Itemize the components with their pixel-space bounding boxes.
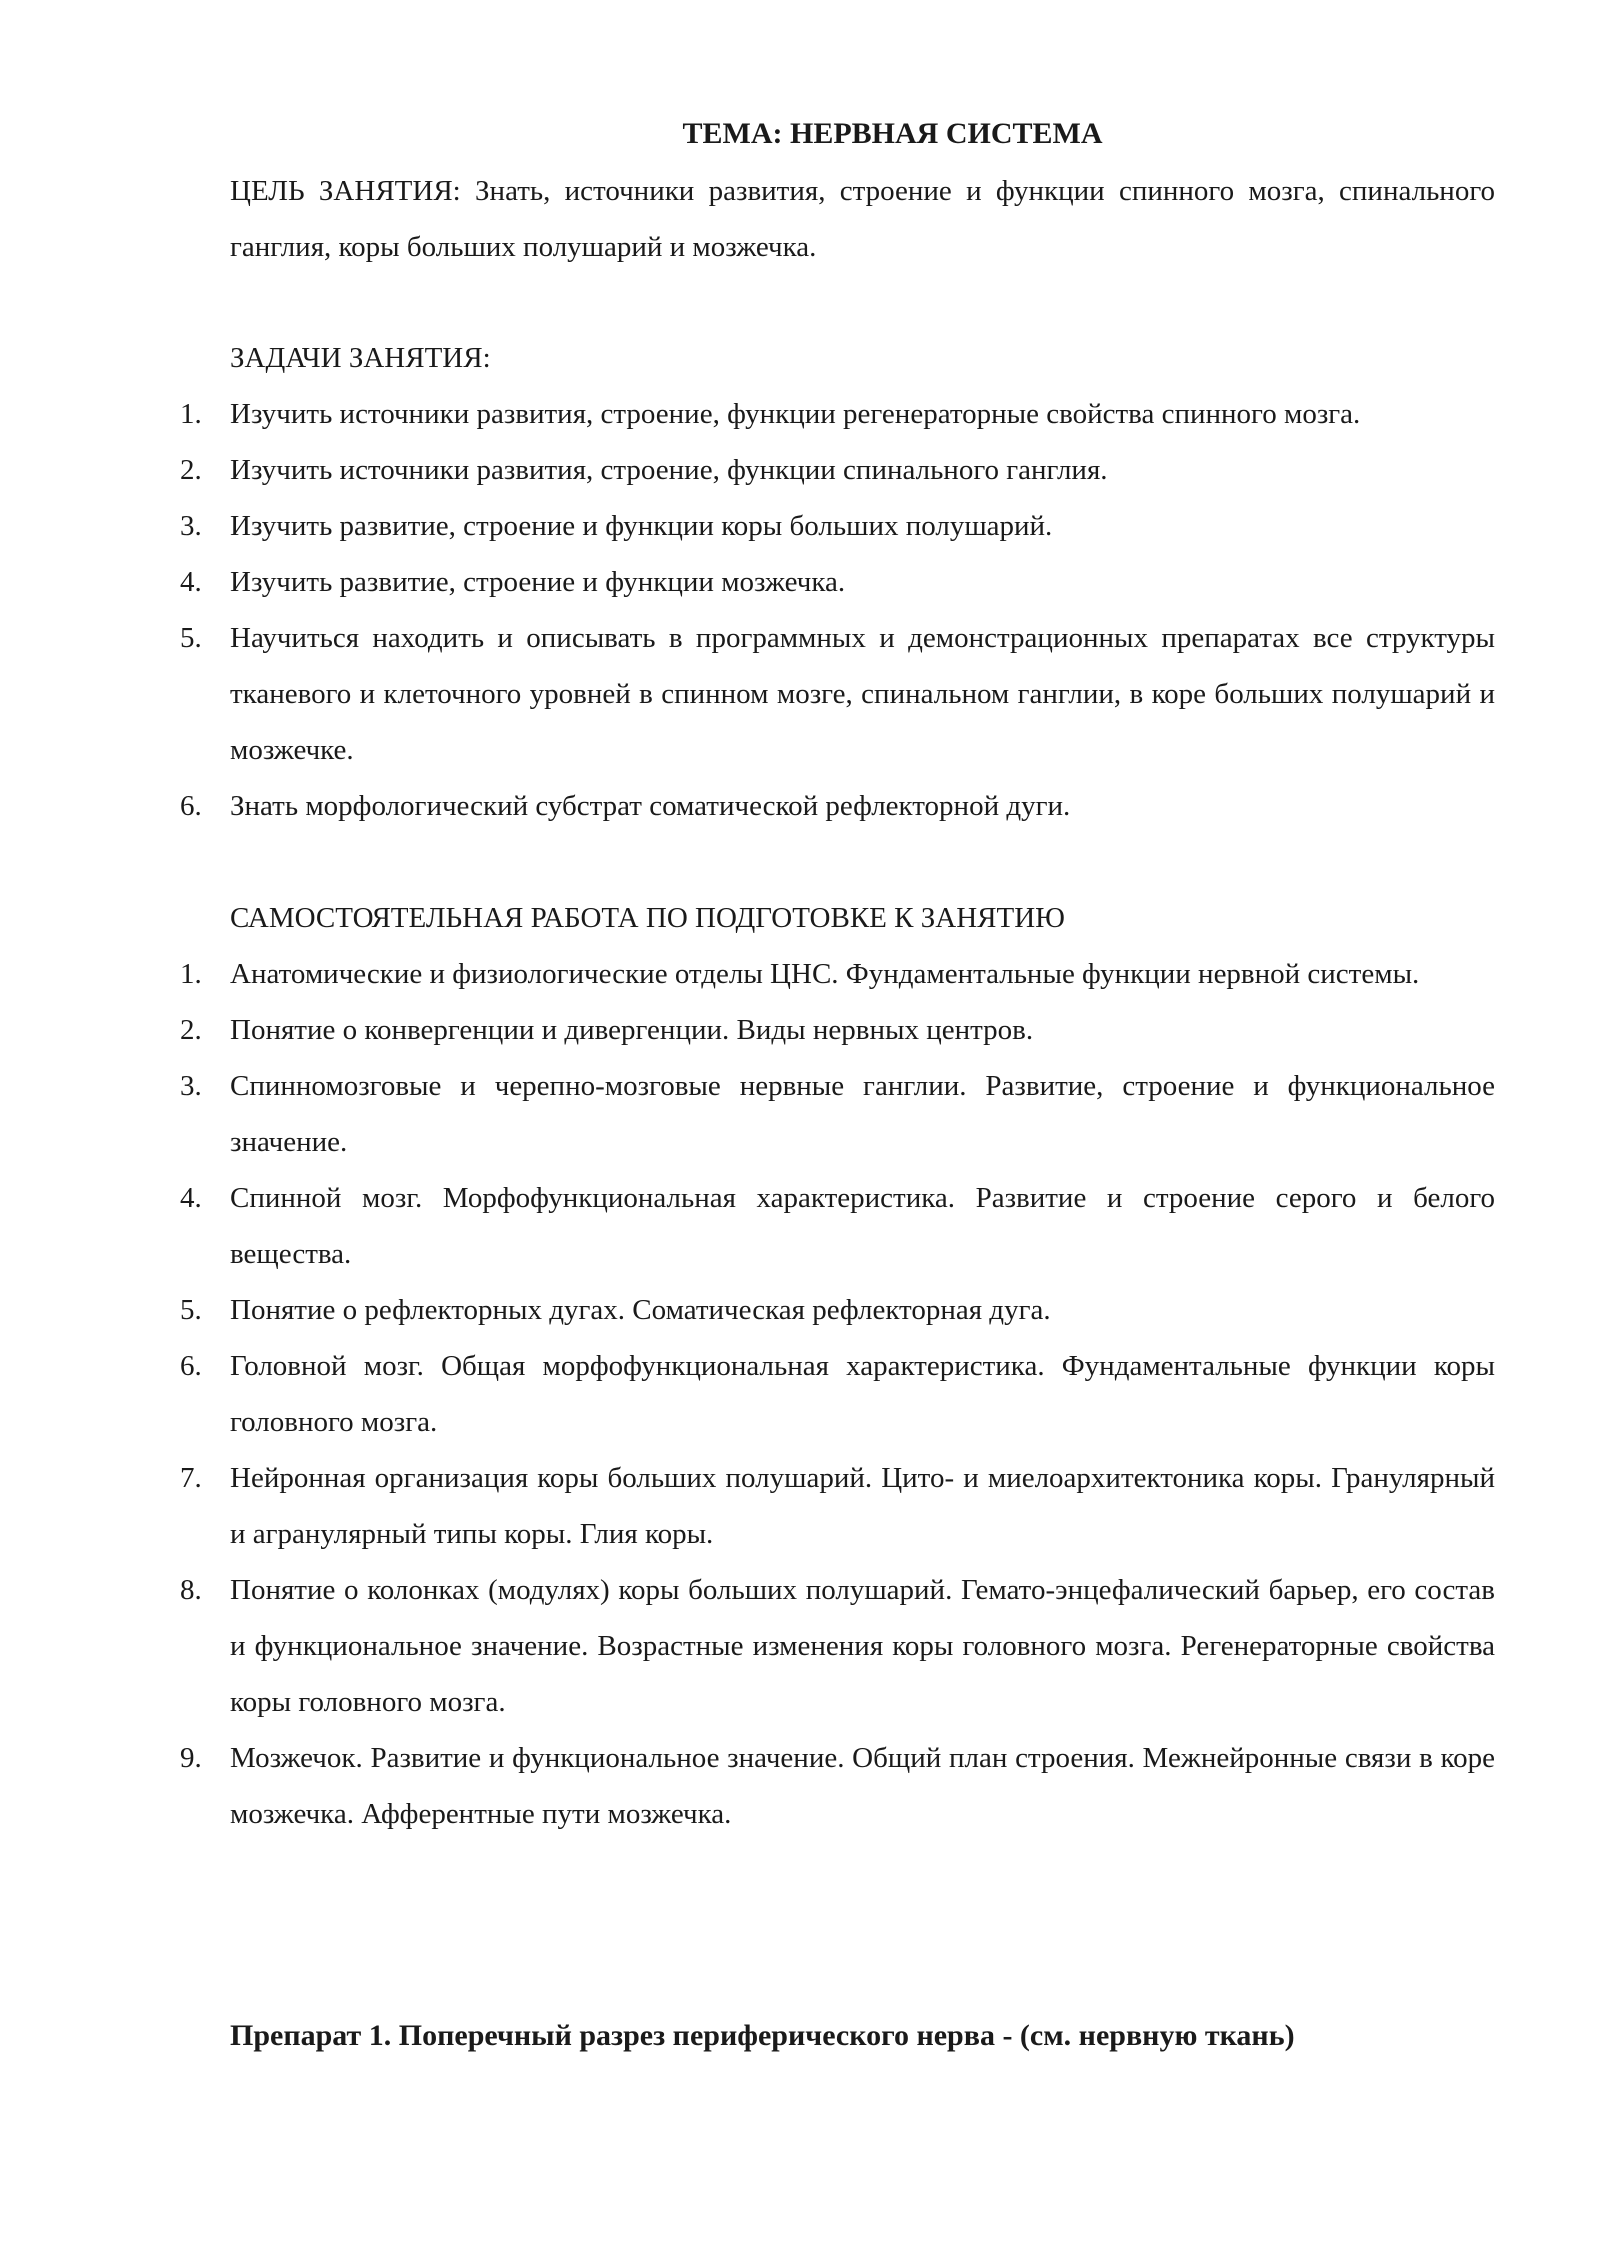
list-item bbox=[180, 1450, 1495, 1562]
list-number: 5. bbox=[180, 622, 202, 654]
list-number: 4. bbox=[180, 566, 202, 598]
list-item bbox=[180, 610, 1495, 778]
list-number: 9. bbox=[180, 1742, 202, 1774]
list-item-text: Спинномозговые и черепно-мозговые нервные ганглии. Развитие, строение и функциональное значение. bbox=[230, 1070, 1495, 1158]
list-item-text: Изучить источники развития, строение, функции спинального ганглия. bbox=[230, 454, 1108, 486]
tasks-heading: ЗАДАЧИ ЗАНЯТИЯ: bbox=[230, 342, 491, 374]
list-item-text: Головной мозг. Общая морфофункциональная характеристика. Фундаментальные функции коры головного мозга. bbox=[230, 1350, 1495, 1438]
selfwork-heading: САМОСТОЯТЕЛЬНАЯ РАБОТА ПО ПОДГОТОВКЕ К ЗАНЯТИЮ bbox=[230, 902, 1065, 934]
list-item bbox=[180, 1562, 1495, 1730]
list-item bbox=[180, 498, 1495, 554]
list-item-text: Знать морфологический субстрат соматической рефлекторной дуги. bbox=[230, 790, 1071, 822]
list-number: 4. bbox=[180, 1182, 202, 1214]
list-item-text: Изучить развитие, строение и функции коры больших полушарий. bbox=[230, 510, 1053, 542]
list-item-text: Нейронная организация коры больших полушарий. Цито- и миелоархитектоника коры. Гранулярный и агранулярный типы коры. Глия коры. bbox=[230, 1462, 1495, 1550]
list-item-text: Понятие о колонках (модулях) коры больших полушарий. Гемато-энцефалический барьер, его состав и функциональное значение. Возрастные изменения коры головного мозга. Регенераторные свойства коры головного мозга. bbox=[230, 1574, 1495, 1718]
list-item-text: Понятие о рефлекторных дугах. Соматическая рефлекторная дуга. bbox=[230, 1294, 1051, 1326]
list-item bbox=[180, 946, 1495, 1002]
list-item bbox=[180, 1170, 1495, 1282]
list-item bbox=[180, 1002, 1495, 1058]
list-number: 7. bbox=[180, 1462, 202, 1494]
list-number: 1. bbox=[180, 958, 202, 990]
list-item-text: Научиться находить и описывать в программных и демонстрационных препаратах все структуры тканевого и клеточного уровней в спинном мозге, спинальном ганглии, в коре больших полушарий и мозжечке. bbox=[230, 622, 1495, 766]
list-number: 2. bbox=[180, 454, 202, 486]
list-item-text: Мозжечок. Развитие и функциональное значение. Общий план строения. Межнейронные связи в коре мозжечка. Афферентные пути мозжечка. bbox=[230, 1742, 1495, 1830]
preparation-heading: Препарат 1. Поперечный разрез периферического нерва - (см. нервную ткань) bbox=[230, 2019, 1295, 2052]
list-item bbox=[180, 778, 1495, 834]
list-item bbox=[180, 1058, 1495, 1170]
list-number: 6. bbox=[180, 790, 202, 822]
list-item bbox=[180, 1730, 1495, 1842]
list-number: 1. bbox=[180, 398, 202, 430]
list-item-text: Изучить развитие, строение и функции мозжечка. bbox=[230, 566, 846, 598]
list-item bbox=[180, 442, 1495, 498]
list-number: 2. bbox=[180, 1014, 202, 1046]
list-item-text: Изучить источники развития, строение, функции регенераторные свойства спинного мозга. bbox=[230, 398, 1361, 430]
list-number: 8. bbox=[180, 1574, 202, 1606]
list-item bbox=[180, 1338, 1495, 1450]
list-item-text: Спинной мозг. Морфофункциональная характеристика. Развитие и строение серого и белого вещества. bbox=[230, 1182, 1495, 1270]
list-item-text: Понятие о конвергенции и дивергенции. Виды нервных центров. bbox=[230, 1014, 1034, 1046]
list-number: 3. bbox=[180, 1070, 202, 1102]
list-item-text: Анатомические и физиологические отделы ЦНС. Фундаментальные функции нервной системы. bbox=[230, 958, 1420, 990]
document-title: ТЕМА: НЕРВНАЯ СИСТЕМА bbox=[682, 117, 1103, 150]
list-number: 5. bbox=[180, 1294, 202, 1326]
list-item bbox=[180, 1282, 1495, 1338]
list-number: 3. bbox=[180, 510, 202, 542]
tasks-list bbox=[180, 386, 1495, 834]
list-item bbox=[180, 554, 1495, 610]
list-number: 6. bbox=[180, 1350, 202, 1382]
selfwork-list bbox=[180, 946, 1495, 1842]
lesson-goal: ЦЕЛЬ ЗАНЯТИЯ: Знать, источники развития, строение и функции спинного мозга, спинального ганглия, коры больших полушарий и мозжечка. bbox=[230, 175, 1495, 263]
list-item bbox=[180, 386, 1495, 442]
